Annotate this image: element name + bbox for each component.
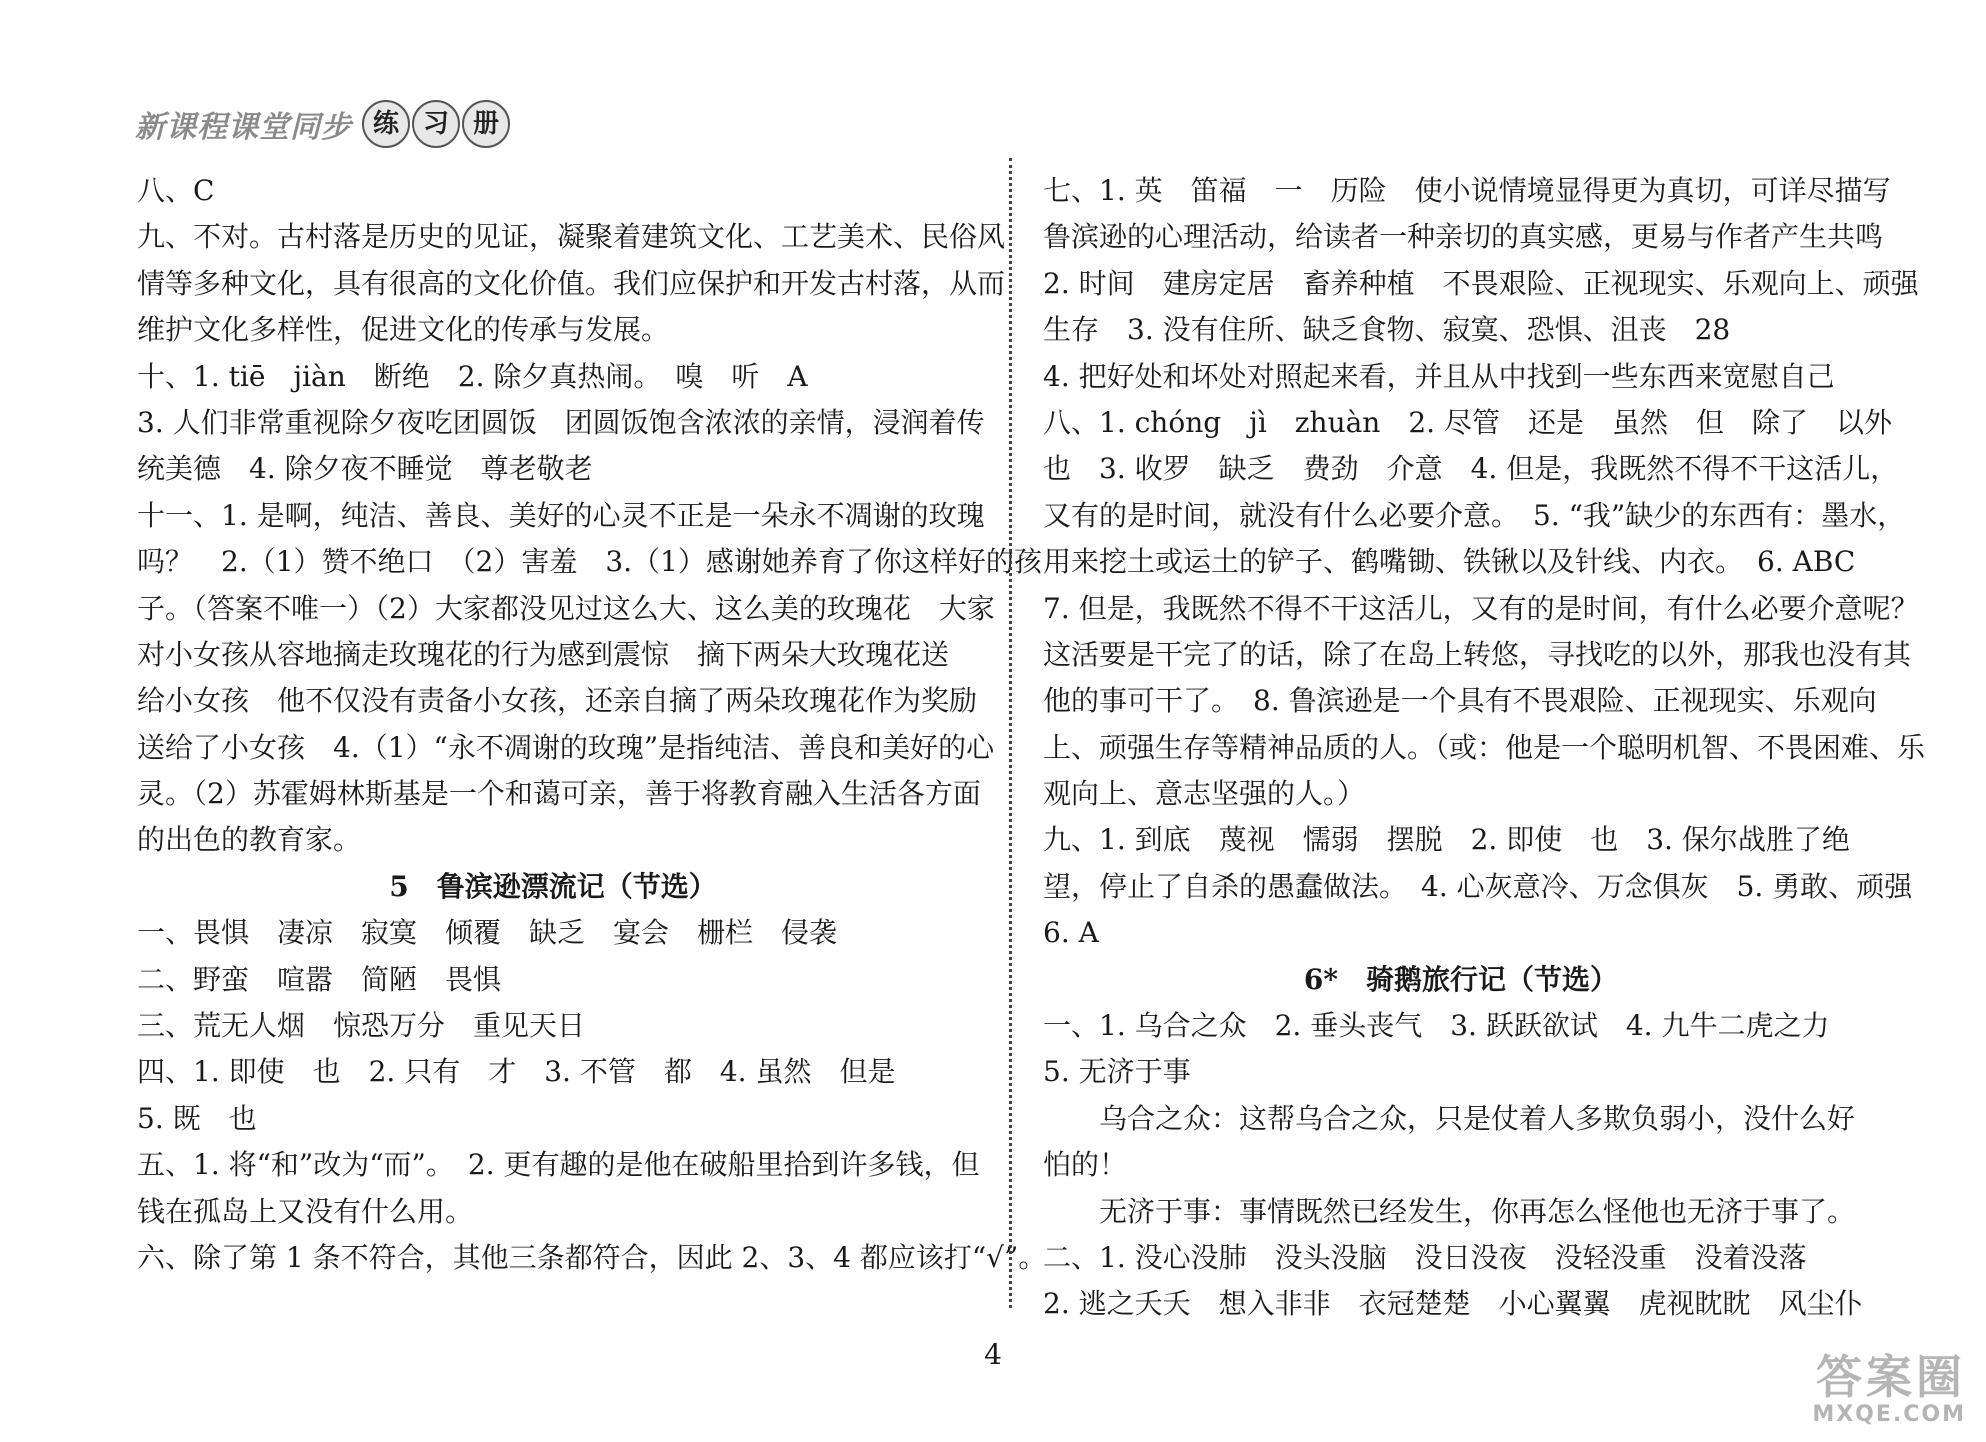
answer-line: 5. 无济于事: [1043, 1055, 1191, 1089]
right-column: [1043, 168, 1926, 1328]
example-sentence: 乌合之众：这帮乌合之众，只是仗着人多欺负弱小，没什么好: [1099, 1101, 1856, 1135]
answer-line: 吗？ 2.（1）赞不绝口 （2）害羞 3.（1）感谢她养育了你这样好的孩: [137, 545, 1042, 579]
answer-line: 维护文化多样性，促进文化的传承与发展。: [137, 313, 670, 347]
watermark-logo: [1796, 1352, 1966, 1432]
running-header: [135, 100, 510, 148]
answer-line: 十一、1. 是啊，纯洁、善良、美好的心灵不正是一朵永不凋谢的玫瑰: [137, 498, 985, 532]
answer-line: 用来挖土或运土的铲子、鹤嘴锄、铁锹以及针线、内衣。 6. ABC: [1043, 545, 1856, 579]
answer-line: 又有的是时间，就没有什么必要介意。 5. “我”缺少的东西有：墨水，: [1043, 498, 1906, 532]
answer-line: 八、1. chóng jì zhuàn 2. 尽管 还是 虽然 但 除了 以外: [1043, 405, 1892, 439]
answer-line: 这活要是干完了的话，除了在岛上转悠，寻找吃的以外，那我也没有其: [1043, 637, 1912, 671]
answer-line: 四、1. 即使 也 2. 只有 才 3. 不管 都 4. 虽然 但是: [137, 1055, 896, 1089]
answer-line: 2. 时间 建房定居 畜养种植 不畏艰险、正视现实、乐观向上、顽强: [1043, 266, 1919, 300]
answer-line: 三、荒无人烟 惊恐万分 重见天日: [137, 1009, 586, 1043]
answer-line: 统美德 4. 除夕夜不睡觉 尊老敬老: [137, 452, 593, 486]
answer-line: 2. 逃之夭夭 想入非非 衣冠楚楚 小心翼翼 虎视眈眈 风尘仆: [1043, 1287, 1863, 1321]
answer-line: 八、C: [137, 174, 215, 207]
answer-line: 送给了小女孩 4.（1）“永不凋谢的玫瑰”是指纯洁、善良和美好的心: [137, 730, 995, 764]
answer-line: 情等多种文化，具有很高的文化价值。我们应保护和开发古村落，从而: [137, 266, 1006, 300]
answer-line: 生存 3. 没有住所、缺乏食物、寂寞、恐惧、沮丧 28: [1043, 313, 1731, 347]
answer-line: 九、1. 到底 蔑视 懦弱 摆脱 2. 即使 也 3. 保尔战胜了绝: [1043, 823, 1850, 857]
answer-line: 一、1. 乌合之众 2. 垂头丧气 3. 跃跃欲试 4. 九牛二虎之力: [1043, 1009, 1830, 1043]
answer-line: 七、1. 英 笛福 一 历险 使小说情境显得更为真切，可详尽描写: [1043, 174, 1891, 207]
series-title: 新课程课堂同步: [135, 110, 352, 145]
answer-line: 对小女孩从容地摘走玫瑰花的行为感到震惊 摘下两朵大玫瑰花送: [137, 637, 950, 671]
answer-line: 二、1. 没心没肺 没头没脑 没日没夜 没轻没重 没着没落: [1043, 1240, 1807, 1274]
answer-line: 怕的！: [1043, 1148, 1128, 1182]
book-type-badge: [362, 100, 510, 148]
example-sentence: 无济于事：事情既然已经发生，你再怎么怪他也无济于事了。: [1099, 1194, 1856, 1228]
answer-line: 3. 人们非常重视除夕夜吃团圆饭 团圆饭饱含浓浓的亲情，浸润着传: [137, 405, 985, 439]
watermark-text: 答案圈: [1816, 1350, 1966, 1404]
answer-line: 鲁滨逊的心理活动，给读者一种亲切的真实感，更易与作者产生共鸣: [1043, 220, 1884, 254]
answer-line: 子。（答案不唯一）（2）大家都没见过这么大、这么美的玫瑰花 大家: [137, 591, 995, 625]
answer-line: 4. 把好处和坏处对照起来看，并且从中找到一些东西来宽慰自己: [1043, 359, 1835, 393]
lesson-heading: 6* 骑鹅旅行记（节选）: [1303, 962, 1619, 996]
lesson-heading: 5 鲁滨逊漂流记（节选）: [389, 869, 717, 903]
answer-line: 九、不对。古村落是历史的见证，凝聚着建筑文化、工艺美术、民俗风: [137, 220, 1006, 254]
answer-line: 一、畏惧 凄凉 寂寞 倾覆 缺乏 宴会 栅栏 侵袭: [137, 916, 838, 950]
answer-line: 钱在孤岛上又没有什么用。: [137, 1194, 474, 1228]
answer-line: 上、顽强生存等精神品质的人。（或：他是一个聪明机智、不畏困难、乐: [1043, 730, 1926, 764]
answer-line: 他的事可干了。 8. 鲁滨逊是一个具有不畏艰险、正视现实、乐观向: [1043, 684, 1877, 718]
answer-line: 五、1. 将“和”改为“而”。 2. 更有趣的是他在破船里拾到许多钱，但: [137, 1148, 980, 1182]
answer-line: 也 3. 收罗 缺乏 费劲 介意 4. 但是，我既然不得不干这活儿，: [1043, 452, 1899, 486]
answer-line: 望，停止了自杀的愚蠢做法。 4. 心灰意冷、万念俱灰 5. 勇敢、顽强: [1043, 869, 1913, 903]
answer-line: 6. A: [1043, 916, 1099, 950]
answer-line: 给小女孩 他不仅没有责备小女孩，还亲自摘了两朵玫瑰花作为奖励: [137, 684, 978, 718]
answer-line: 观向上、意志坚强的人。）: [1043, 777, 1366, 811]
book-char: 习: [412, 100, 460, 148]
answer-line: 二、野蛮 喧嚣 简陋 畏惧: [137, 962, 502, 996]
left-column: [137, 168, 1047, 1281]
answer-line: 的出色的教育家。: [137, 823, 362, 857]
answer-line: 7. 但是，我既然不得不干这活儿，又有的是时间，有什么必要介意呢？: [1043, 591, 1919, 625]
answer-line: 5. 既 也: [137, 1101, 257, 1135]
answer-line: 六、除了第 1 条不符合，其他三条都符合，因此 2、3、4 都应该打“√”。: [137, 1240, 1047, 1274]
page-number: 4: [984, 1338, 1002, 1371]
book-char: 册: [462, 100, 510, 148]
book-char: 练: [362, 100, 410, 148]
column-divider: [1009, 158, 1012, 1308]
answer-line: 灵。（2）苏霍姆林斯基是一个和蔼可亲，善于将教育融入生活各方面: [137, 777, 981, 811]
answer-line: 十、1. tiē jiàn 断绝 2. 除夕真热闹。 嗅 听 A: [137, 359, 808, 393]
watermark-url: MXQE.COM: [1812, 1402, 1966, 1427]
